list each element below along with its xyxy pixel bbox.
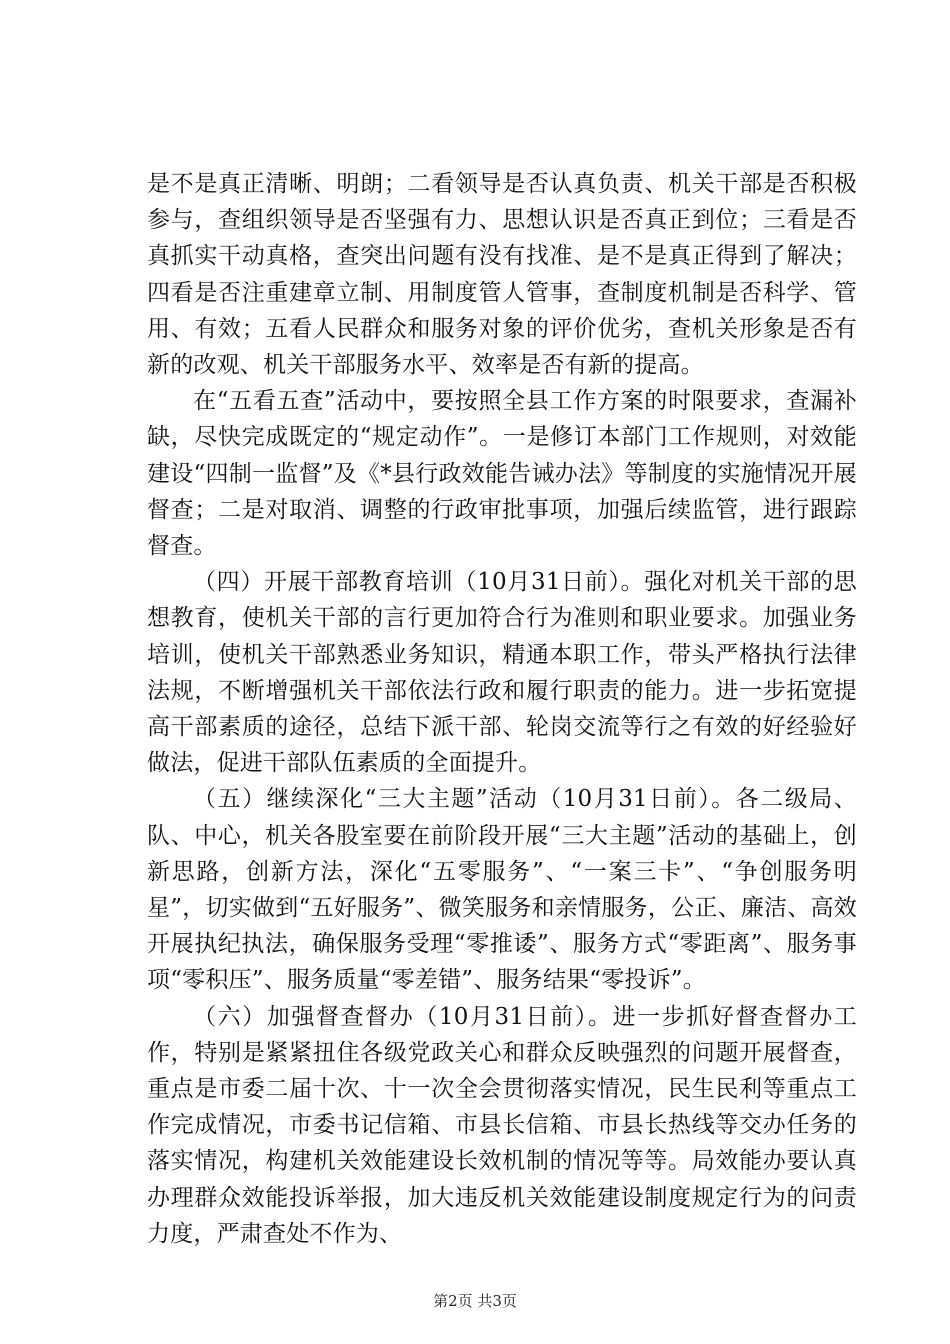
paragraph-1: 是不是真正清晰、明朗；二看领导是否认真负责、机关干部是否积极参与，查组织领导是否坚强有力、思想认识是否真正到位；三看是否真抓实干动真格，查突出问题有没有找准、是不是真正得到了解决；四看是否注重建章立制、用制度管人管事，查制度机制是否科学、管用、有效；五看人民群众和服务对象的评价优劣，查机关形象是否有新的改观、机关干部服务水平、效率是否有新的提高。	[147, 171, 857, 379]
paragraph-2: 在“五看五查”活动中，要按照全县工作方案的时限要求，查漏补缺，尽快完成既定的“规定动作”。一是修订本部门工作规则，对效能建设“四制一监督”及《*县行政效能告诫办法》等制度的实施情况开展督查；二是对取消、调整的行政审批事项，加强后续监管，进行跟踪督查。	[147, 388, 857, 560]
document-body	[147, 166, 857, 1252]
paragraph-5: （六）加强督查督办（10月31日前）。进一步抓好督查督办工作，特别是紧紧扭住各级党政关心和群众反映强烈的问题开展督查，重点是市委二届十次、十一次全会贯彻落实情况，民生民利等重点工作完成情况，市委书记信箱、市县长信箱、市县长热线等交办任务的落实情况，构建机关效能建设长效机制的情况等等。局效能办要认真办理群众效能投诉举报，加大违反机关效能建设制度规定行为的问责力度，严肃查处不作为、	[147, 1003, 857, 1247]
page-number-footer: 第2页 共3页	[433, 1292, 517, 1310]
paragraph-4: （五）继续深化“三大主题”活动（10月31日前）。各二级局、队、中心，机关各股室要在前阶段开展“三大主题”活动的基础上，创新思路，创新方法，深化“五零服务”、“一案三卡”、“争创服务明星”，切实做到“五好服务”、微笑服务和亲情服务，公正、廉洁、高效开展执纪执法，确保服务受理“零推诿”、服务方式“零距离”、服务事项“零积压”、服务质量“零差错”、服务结果“零投诉”。	[147, 786, 857, 994]
paragraph-3: （四）开展干部教育培训（10月31日前）。强化对机关干部的思想教育，使机关干部的言行更加符合行为准则和职业要求。加强业务培训，使机关干部熟悉业务知识，精通本职工作，带头严格执行法律法规，不断增强机关干部依法行政和履行职责的能力。进一步拓宽提高干部素质的途径，总结下派干部、轮岗交流等行之有效的好经验好做法，促进干部队伍素质的全面提升。	[147, 569, 857, 777]
